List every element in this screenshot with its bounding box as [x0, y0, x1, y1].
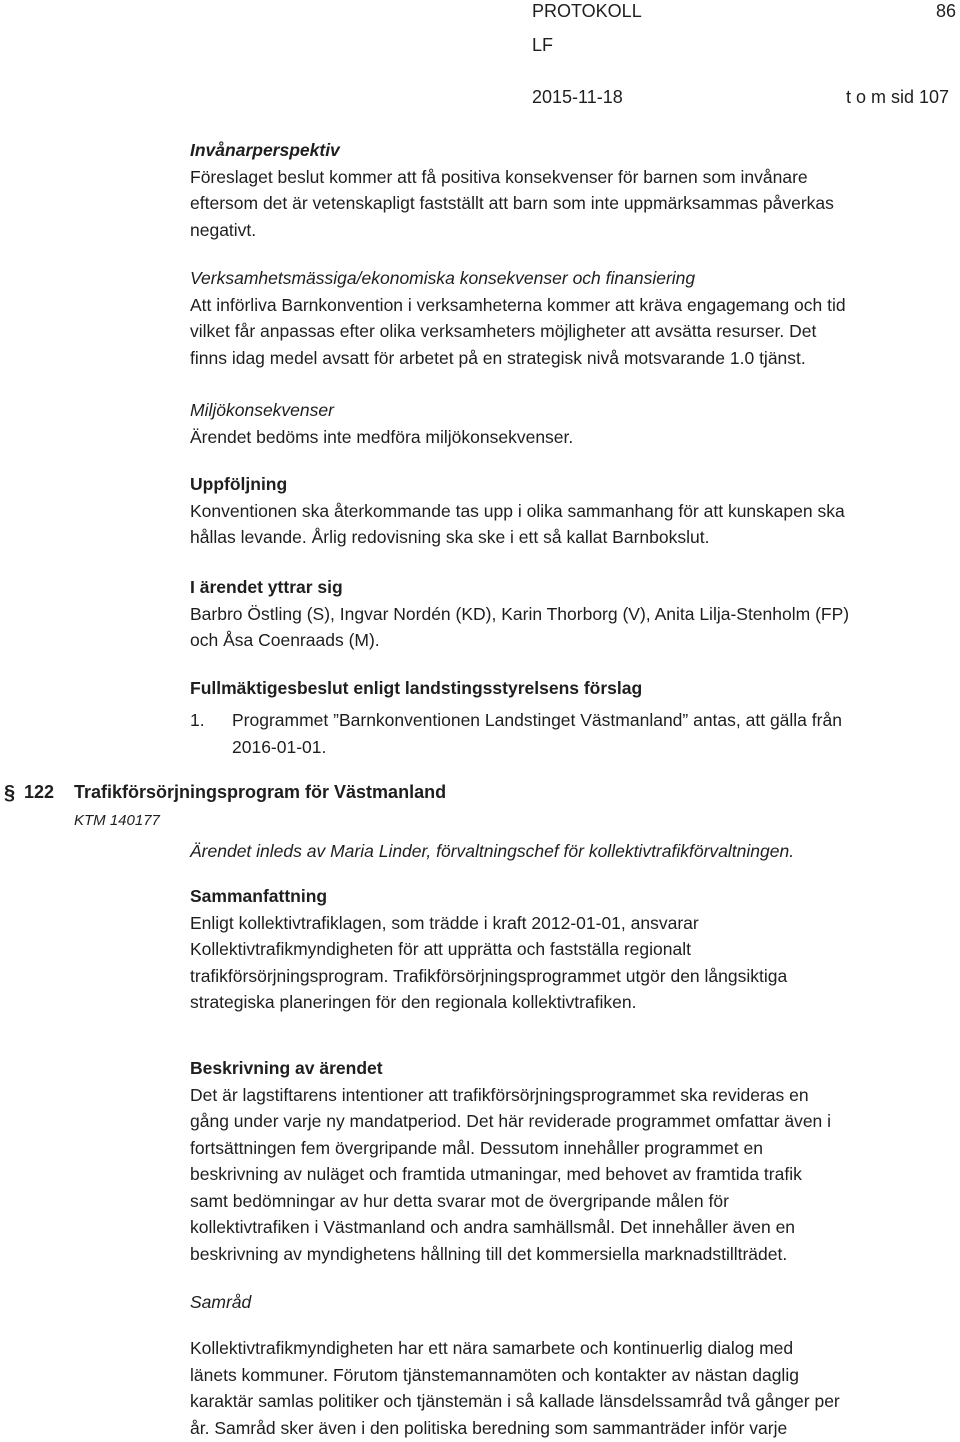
text-line: Kollektivtrafikmyndigheten har ett nära samarbete och kontinuerlig dialog med	[190, 1338, 794, 1358]
paragraph-sign: §	[4, 782, 16, 804]
case-title: Trafikförsörjningsprogram för Västmanland	[74, 782, 447, 802]
section-yttrar-sig	[190, 574, 940, 654]
section-heading: Samråd	[190, 1292, 252, 1312]
section-heading: I ärendet yttrar sig	[190, 577, 343, 597]
page-number: 86	[936, 1, 957, 21]
text-line: negativt.	[190, 219, 257, 240]
case-intro	[190, 838, 940, 865]
section-heading: Uppföljning	[190, 474, 288, 494]
page-range: t o m sid 107	[846, 87, 950, 107]
text-line: Programmet ”Barnkonventionen Landstinget Västmanland” antas, att gälla från	[232, 710, 842, 730]
text-line: Föreslaget beslut kommer att få positiva konsekvenser för barnen som invånare	[190, 166, 808, 187]
section-samrad	[190, 1289, 940, 1316]
text-line: Det är lagstiftarens intentioner att trafikförsörjningsprogrammet ska revideras en	[190, 1084, 809, 1105]
section-verksamhet	[190, 265, 940, 371]
org-label: LF	[532, 35, 554, 55]
decision-item-number: 1.	[190, 710, 205, 730]
section-heading: Sammanfattning	[190, 886, 328, 906]
text-line: beskrivning av nuläget och framtida utmaningar, med behovet av framtida trafik	[190, 1164, 802, 1184]
text-line: och Åsa Coenraads (M).	[190, 630, 380, 650]
section-beskrivning	[190, 1055, 940, 1267]
section-sammanfattning	[190, 883, 940, 1016]
text-line: kollektivtrafiken i Västmanland och andra samhällsmål. Det innehåller även en	[190, 1217, 796, 1237]
text-line: Enligt kollektivtrafiklagen, som trädde i kraft 2012-01-01, ansvarar	[190, 912, 699, 933]
text-line: beskrivning av myndighetens hållning till det kommersiella marknadstillträdet.	[190, 1243, 788, 1264]
section-invanarperspektiv	[190, 137, 940, 243]
section-beslut	[190, 675, 940, 702]
text-line: vilket får anpassas efter olika verksamheters möjligheter att avsätta resurser. Det	[190, 321, 817, 341]
text-line: Att införliva Barnkonvention i verksamheterna kommer att kräva engagemang och tid	[190, 294, 846, 315]
text-line: år. Samråd sker även i den politiska beredning som sammanträder inför varje	[190, 1417, 788, 1438]
text-line: finns idag medel avsatt för arbetet på en strategisk nivå motsvarande 1.0 tjänst.	[190, 347, 806, 368]
text-line: fortsättningen fem övergripande mål. Dessutom innehåller programmet en	[190, 1137, 763, 1158]
text-line: Konventionen ska återkommande tas upp i olika sammanhang för att kunskapen ska	[190, 500, 845, 521]
text-line: karaktär samlas politiker och tjänstemän i så kallade länsdelssamråd två gånger per	[190, 1391, 840, 1411]
section-uppfoljning	[190, 471, 940, 551]
text-line: gång under varje ny mandatperiod. Det här reviderade programmet omfattar även i	[190, 1111, 832, 1131]
text-line: Barbro Östling (S), Ingvar Nordén (KD), Karin Thorborg (V), Anita Lilja-Stenholm (FP)	[190, 603, 850, 624]
section-heading: Beskrivning av ärendet	[190, 1058, 383, 1078]
protokoll-label: PROTOKOLL	[532, 1, 642, 21]
text-line: 2016-01-01.	[232, 736, 327, 757]
case-reference: KTM 140177	[74, 812, 160, 829]
text-line: Ärendet inleds av Maria Linder, förvaltningschef för kollektivtrafikförvaltningen.	[190, 841, 795, 861]
section-heading: Fullmäktigesbeslut enligt landstingsstyrelsens förslag	[190, 678, 643, 698]
meeting-date: 2015-11-18	[532, 87, 623, 107]
text-line: trafikförsörjningsprogram. Trafikförsörjningsprogrammet utgör den långsiktiga	[190, 965, 788, 986]
section-heading: Invånarperspektiv	[190, 140, 340, 160]
text-line: hållas levande. Årlig redovisning ska ske i ett så kallat Barnbokslut.	[190, 527, 710, 547]
section-samrad-text	[190, 1335, 940, 1441]
text-line: Kollektivtrafikmyndigheten för att upprätta och fastställa regionalt	[190, 939, 691, 959]
section-miljokonsekvenser	[190, 397, 940, 450]
text-line: eftersom det är vetenskapligt fastställt att barn som inte uppmärksammas påverkas	[190, 193, 834, 213]
case-number: 122	[24, 782, 55, 802]
text-line: Ärendet bedöms inte medföra miljökonsekvenser.	[190, 426, 574, 447]
text-line: samt bedömningar av hur detta svarar mot de övergripande målen för	[190, 1190, 729, 1211]
section-heading: Verksamhetsmässiga/ekonomiska konsekvenser och finansiering	[190, 268, 696, 288]
text-line: strategiska planeringen för den regionala kollektivtrafiken.	[190, 992, 637, 1012]
section-heading: Miljökonsekvenser	[190, 400, 334, 420]
text-line: länets kommuner. Förutom tjänstemannamöten och kontakter av nästan daglig	[190, 1364, 799, 1385]
